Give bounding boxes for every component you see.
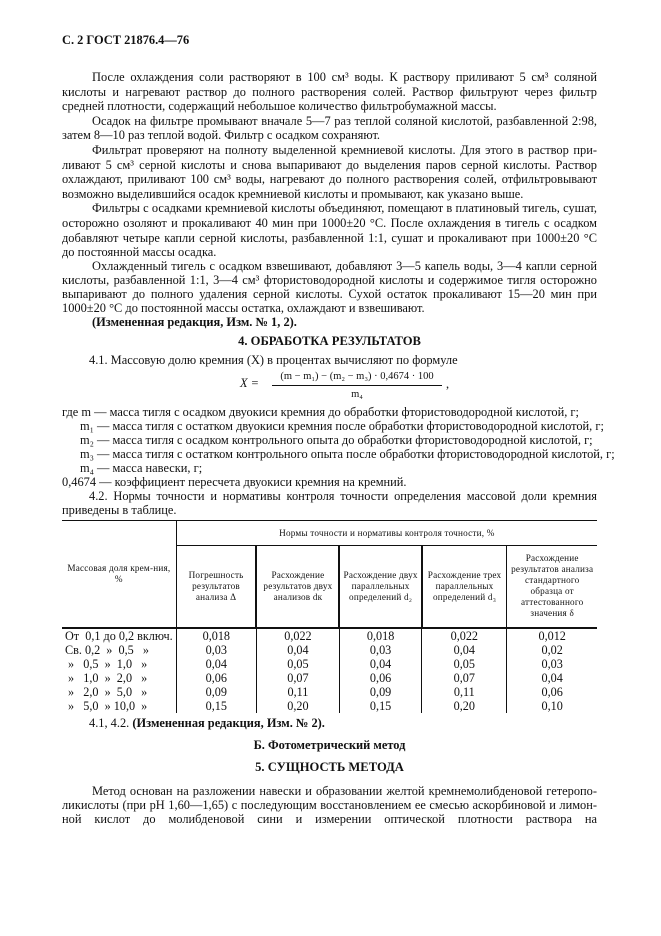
- header-col: Расхождение результатов анализа стандартного образца от аттестованного значения δ: [507, 546, 597, 628]
- text-line: приведены в таблице.: [62, 503, 177, 517]
- text-line: кислоты и нагревают раствор до полного растворения солей. Раствор фильтруют через фильтр: [62, 85, 597, 99]
- cell: » 5,0 » 10,0 »: [65, 698, 148, 713]
- header-group: Нормы точности и нормативы контроля точности, %: [176, 521, 597, 546]
- formula-denominator: m₄: [351, 389, 363, 400]
- text-line: выпаривают до полного удаления серной кислоты. Сухой остаток прокаливают 15—20 мин при: [62, 287, 597, 301]
- section-heading: Б. Фотометрический метод: [253, 738, 406, 752]
- table-row: [62, 671, 597, 685]
- formula-numerator: (m − m₁) − (m₂ − m₃) · 0,4674 · 100: [272, 370, 442, 386]
- amendment-prefix: 4.1, 4.2.: [89, 716, 130, 730]
- text-line: 4.2. Нормы точности и нормативы контроля точности определения массовой доли кремния: [89, 489, 597, 503]
- table-row: [62, 685, 597, 699]
- formula-fraction: [272, 370, 442, 401]
- section-heading: 5. СУЩНОСТЬ МЕТОДА: [255, 760, 404, 774]
- text-line: После охлаждения соли растворяют в 100 см³ воды. К раствору приливают 5 см³ соляной: [92, 70, 597, 84]
- cell: » 1,0 » 2,0 »: [65, 670, 148, 685]
- cell: 0,09: [176, 685, 256, 699]
- text-line: осторожно озоляют и прокаливают 40 мин при 1000±20 °С. После охлаждения в тигель с осадком: [62, 216, 597, 230]
- cell: 0,11: [422, 685, 507, 699]
- cell: Св. 0,2 » 0,5 »: [65, 642, 149, 657]
- cell: 0,06: [176, 671, 256, 685]
- text-line: затем 8—10 раз теплой водой. Фильтр с осадком сохраняют.: [62, 128, 381, 142]
- cell: 0,07: [422, 671, 507, 685]
- definition-line: где m — масса тигля с осадком двуокиси кремния до обработки фтористоводородной кислотой, г;: [62, 405, 579, 419]
- cell: 0,20: [422, 699, 507, 713]
- cell: 0,07: [256, 671, 339, 685]
- text-line: ливают 5 см³ серной кислоты и снова выпаривают до выделения паров серной кислоты. Раствор: [62, 158, 597, 172]
- text-line: Фильтрат проверяют на полноту выделенной кремниевой кислоты. Для этого в раствор при-: [92, 143, 597, 157]
- text-line: Охлажденный тигель с осадком взвешивают, добавляют 3—5 капель воды, 3—4 капли серной: [92, 259, 597, 273]
- cell: От 0,1 до 0,2 включ.: [65, 628, 173, 643]
- cell: 0,022: [422, 628, 507, 643]
- page-header: С. 2 ГОСТ 21876.4—76: [62, 33, 190, 47]
- accuracy-table: [62, 520, 597, 713]
- cell: 0,15: [339, 699, 421, 713]
- cell: 0,02: [507, 643, 597, 657]
- text-line: Метод основан на разложении навески и образовании желтой кремнемолибденовой гетеропо-: [92, 784, 597, 798]
- table-row: [62, 699, 597, 713]
- cell: 0,04: [176, 657, 256, 671]
- text-line: добавляют четыре капли серной кислоты, разбавленной 1:1, сушат и прокаливают при 1000±20 °С: [62, 231, 597, 245]
- cell: 0,04: [507, 671, 597, 685]
- cell: 0,03: [176, 643, 256, 657]
- cell: 0,10: [507, 699, 597, 713]
- text-line: охлаждают, приливают 100 см³ воды, нагревают до полного растворения солей, отфильтровывают: [62, 172, 597, 186]
- cell: 0,06: [339, 671, 421, 685]
- definition-line: m₁ — масса тигля с остатком двуокиси кремния после обработки фтористоводородной кислотой, г;: [80, 419, 604, 433]
- cell: 0,05: [422, 657, 507, 671]
- text-line: Осадок на фильтре промывают вначале 5—7 раз теплой соляной кислотой, разбавленной 2:98,: [92, 114, 597, 128]
- amendment-note: [89, 716, 597, 731]
- cell: 0,03: [507, 657, 597, 671]
- amendment-text: (Измененная редакция, Изм. № 2).: [132, 716, 325, 730]
- cell: 0,04: [256, 643, 339, 657]
- cell: 0,04: [339, 657, 421, 671]
- formula-lhs: X =: [240, 376, 260, 390]
- cell: 0,09: [339, 685, 421, 699]
- section-heading: 4. ОБРАБОТКА РЕЗУЛЬТАТОВ: [238, 334, 421, 348]
- definition-line: 0,4674 — коэффициент пересчета двуокиси кремния на кремний.: [62, 475, 407, 489]
- formula-comma: ,: [446, 377, 450, 391]
- amendment-note: (Измененная редакция, Изм. № 1, 2).: [92, 315, 297, 329]
- definition-line: m₄ — масса навески, г;: [80, 461, 203, 475]
- text-line: ной кислот до молибденовой сини и измерении оптической плотности раствора на: [62, 812, 597, 826]
- table-row: [62, 657, 597, 671]
- cell: 0,03: [339, 643, 421, 657]
- cell: 0,05: [256, 657, 339, 671]
- cell: 0,018: [176, 628, 256, 643]
- header-col: Расхождение двух параллельных определений d₂: [339, 546, 421, 628]
- text-line: средней плотности, содержащий небольшое количество фильтробумажной массы.: [62, 99, 497, 113]
- definition-line: m₂ — масса тигля с осадком контрольного опыта до обработки фтористоводородной кислотой, г;: [80, 433, 593, 447]
- header-col: Расхождение трех параллельных определений d₃: [422, 546, 507, 628]
- cell: 0,022: [256, 628, 339, 643]
- text-line: 1000±20 °С до постоянной массы остатка, охлаждают и взвешивают.: [62, 301, 425, 315]
- definition-line: m₃ — масса тигля с остатком контрольного опыта после обработки фтористоводородной кислотой, г;: [80, 447, 615, 461]
- cell: 0,04: [422, 643, 507, 657]
- text-line: 4.1. Массовую долю кремния (X) в процентах вычисляют по формуле: [89, 353, 458, 367]
- header-col: Расхождение результатов двух анализов dк: [256, 546, 339, 628]
- text-line: ликислоты (при pH 1,60—1,65) с последующим восстановлением ее смесью аскорбиновой и лимон-: [62, 798, 597, 812]
- cell: 0,11: [256, 685, 339, 699]
- text-line: до постоянной массы осадка.: [62, 245, 217, 259]
- table-row: [62, 628, 597, 643]
- header-mass-fraction: Массовая доля крем-ния, %: [62, 521, 176, 628]
- cell: » 0,5 » 1,0 »: [65, 656, 148, 671]
- text-line: возможно выделившийся осадок кремниевой кислоты и промывают, как указано выше.: [62, 187, 524, 201]
- cell: 0,15: [176, 699, 256, 713]
- cell: 0,06: [507, 685, 597, 699]
- text-line: кислоты, разбавленной 1:1, 3—4 см³ фтористоводородной кислоты и содержимое тигля осторожно: [62, 273, 597, 287]
- cell: 0,012: [507, 628, 597, 643]
- cell: 0,018: [339, 628, 421, 643]
- header-col: Погрешность результатов анализа Δ: [176, 546, 256, 628]
- table-row: [62, 643, 597, 657]
- text-line: Фильтры с осадками кремниевой кислоты объединяют, помещают в платиновый тигель, сушат,: [92, 201, 597, 215]
- cell: 0,20: [256, 699, 339, 713]
- cell: » 2,0 » 5,0 »: [65, 684, 148, 699]
